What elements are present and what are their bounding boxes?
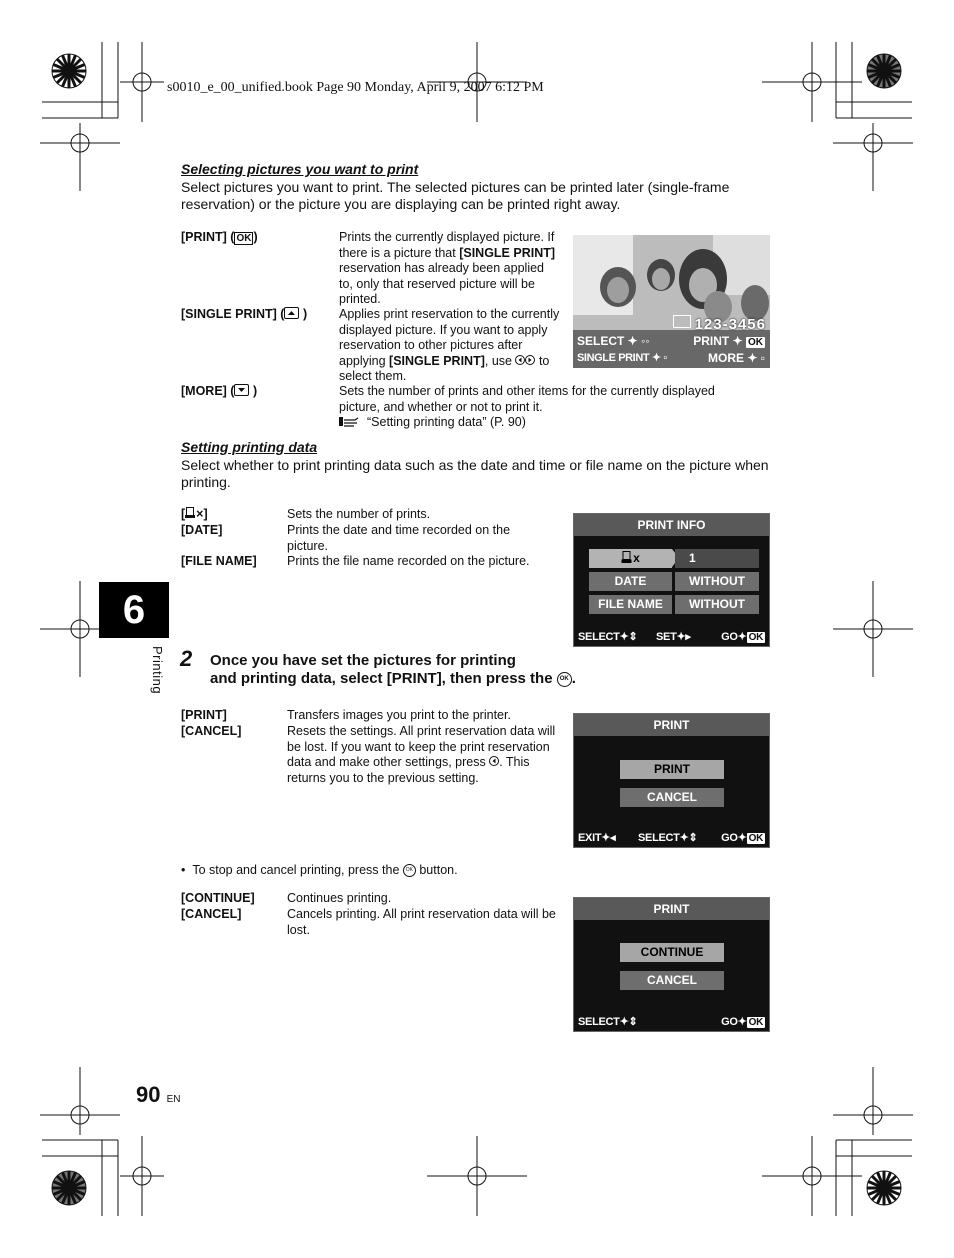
cancel-option-button[interactable]: CANCEL <box>620 788 724 807</box>
section-title-printing-data: Setting printing data <box>181 439 318 455</box>
printing-screen-title: PRINT <box>574 898 769 920</box>
reference-pointer-icon <box>339 415 361 427</box>
up-arrow-button-icon <box>284 307 299 319</box>
continue-option-button[interactable]: CONTINUE <box>620 943 724 962</box>
print-copies-icon <box>621 551 633 564</box>
foot-go-hint: GO✦ OK <box>721 1016 763 1028</box>
section-title-selecting: Selecting pictures you want to print <box>181 161 419 177</box>
book-header-line: s0010_e_00_unified.book Page 90 Monday, April 9, 2007 6:12 PM <box>167 80 544 95</box>
term-file-name: [FILE NAME] <box>181 554 257 568</box>
printing-in-progress-screen <box>573 897 770 1032</box>
desc-print: Prints the currently displayed picture. If there is a picture that [SINGLE PRINT] reservation has already been applied to, only that reserved picture will be printed. <box>339 230 556 306</box>
up-down-buttons-icon: ⇕ <box>628 631 638 643</box>
up-down-buttons-icon: ⇕ <box>688 832 698 844</box>
desc-cancel-printing: Cancels printing. All print reservation data will be lost. <box>287 907 556 937</box>
foot-select-hint: SELECT✦⇕ <box>578 1016 638 1028</box>
print-info-date-row[interactable]: DATE <box>589 572 672 591</box>
left-right-arrow-buttons-icon <box>515 354 535 366</box>
desc-more: Sets the number of prints and other items for the currently displayed picture, and whether or not to print it. <box>339 384 715 414</box>
screen-more-hint: MORE ✦ ▫ <box>708 351 765 365</box>
desc-copies: Sets the number of prints. <box>287 507 431 521</box>
up-button-icon: ▫ <box>663 352 667 364</box>
ok-button-icon: OK <box>403 864 416 877</box>
screen-select-hint: SELECT ✦ ◦◦ <box>577 334 650 348</box>
foot-select-hint: SELECT✦⇕ <box>578 631 638 643</box>
step-number: 2 <box>180 646 193 671</box>
print-info-copies-value: 1 <box>675 549 759 568</box>
print-info-copies-row[interactable]: x <box>589 549 672 568</box>
term-date: [DATE] <box>181 523 223 537</box>
foot-set-hint: SET✦▸ <box>656 631 691 643</box>
print-option-button[interactable]: PRINT <box>620 760 724 779</box>
foot-select-hint: SELECT✦⇕ <box>638 832 698 844</box>
desc-file-name: Prints the file name recorded on the picture. <box>287 554 530 568</box>
print-copies-icon <box>185 507 196 519</box>
term-cancel-reset: [CANCEL] <box>181 724 242 738</box>
right-button-icon: ▸ <box>685 631 691 643</box>
left-right-buttons-icon: ◦◦ <box>641 334 650 348</box>
desc-print-transfer: Transfers images you print to the printer. <box>287 708 511 722</box>
down-arrow-button-icon <box>234 384 249 396</box>
desc-continue: Continues printing. <box>287 891 392 905</box>
stop-printing-note: • To stop and cancel printing, press the OK button. <box>181 863 458 877</box>
reference-link[interactable]: “Setting printing data” (P. 90) <box>339 415 526 431</box>
term-cancel-printing: [CANCEL] <box>181 907 242 921</box>
chapter-label: Printing <box>150 646 165 695</box>
up-down-buttons-icon: ⇕ <box>628 1016 638 1028</box>
chapter-number-tab: 6 <box>99 582 169 638</box>
left-button-icon: ◂ <box>610 832 616 844</box>
print-info-title: PRINT INFO <box>574 514 769 536</box>
section-intro-selecting: Select pictures you want to print. The selected pictures can be printed later (single-frame reservation) or the picture you are displaying can be printed right away. <box>181 179 730 212</box>
print-confirm-title: PRINT <box>574 714 769 736</box>
print-confirm-screen <box>573 713 770 848</box>
print-info-filename-row[interactable]: FILE NAME <box>589 595 672 614</box>
term-more: [MORE] ( ) <box>181 384 258 398</box>
foot-go-hint: GO✦ OK <box>721 832 763 844</box>
foot-go-hint: GO✦ OK <box>721 631 763 643</box>
ok-button-icon: OK <box>557 672 572 687</box>
desc-single-print: Applies print reservation to the currently displayed picture. If you want to apply reservation to other pictures after applying [SINGLE PRINT], use to select them. <box>339 307 560 383</box>
desc-cancel-reset: Resets the settings. All print reservation data will be lost. If you want to keep the print reservation data and make other settings, press . This returns you to the previous setting. <box>287 724 556 785</box>
foot-exit-hint: EXIT✦◂ <box>578 832 616 844</box>
photo-thumbnail <box>573 235 770 368</box>
term-continue: [CONTINUE] <box>181 891 255 905</box>
print-counter: 123-3456 <box>673 315 766 333</box>
term-print-transfer: [PRINT] <box>181 708 227 722</box>
print-info-screen <box>573 513 770 647</box>
left-button-icon <box>489 755 499 767</box>
card-icon <box>673 315 691 328</box>
term-single-print: [SINGLE PRINT] ( ) <box>181 307 308 321</box>
section-intro-printing-data: Select whether to print printing data such as the date and time or file name on the picture when printing. <box>181 457 769 490</box>
cancel-option-button[interactable]: CANCEL <box>620 971 724 990</box>
step-instruction: Once you have set the pictures for printing and printing data, select [PRINT], then press the OK . <box>210 652 576 687</box>
screen-print-hint: PRINT ✦ OK <box>693 334 763 348</box>
down-button-icon: ▫ <box>760 351 765 365</box>
term-copies: [ ×] <box>181 507 208 521</box>
print-info-date-value: WITHOUT <box>675 572 759 591</box>
print-info-filename-value: WITHOUT <box>675 595 759 614</box>
screen-single-print-hint: SINGLE PRINT ✦ ▫ <box>577 352 667 364</box>
page-number: 90 EN <box>136 1082 181 1107</box>
term-print: [PRINT] ( OK ) <box>181 230 258 244</box>
camera-playback-screen <box>573 235 770 368</box>
ok-icon: OK <box>236 233 252 244</box>
desc-date: Prints the date and time recorded on the picture. <box>287 523 511 553</box>
